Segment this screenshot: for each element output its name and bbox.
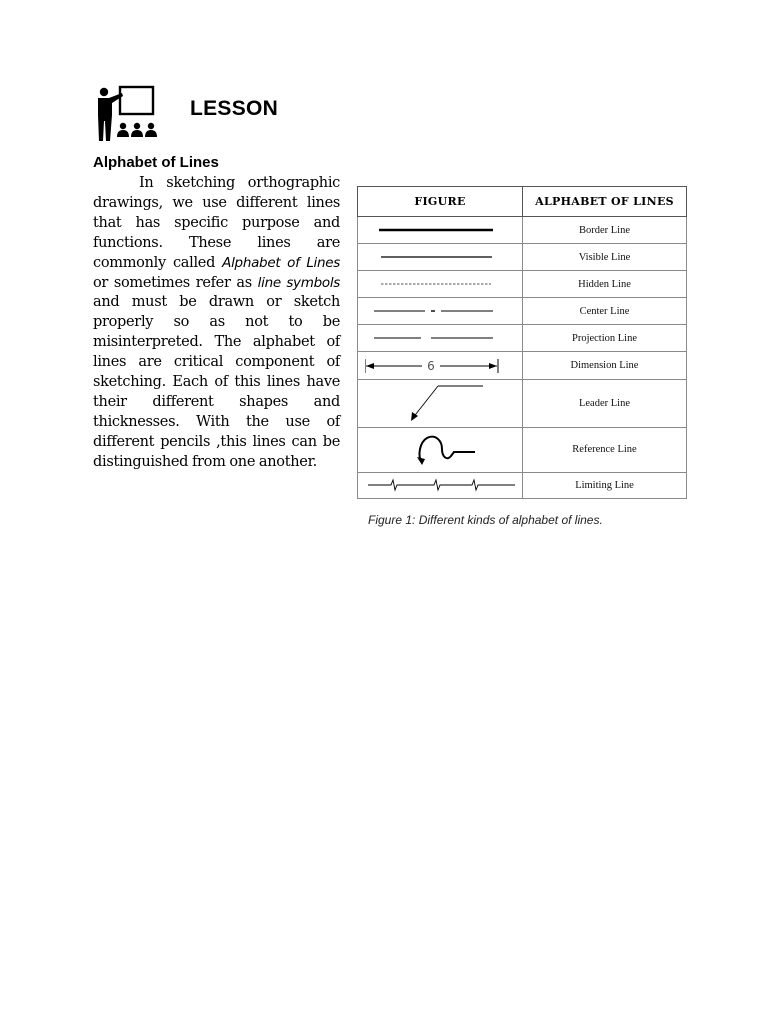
table-row xyxy=(358,298,687,325)
reference-line-sample xyxy=(365,430,515,470)
table-row xyxy=(358,472,687,498)
text-part-2: or sometimes refer as xyxy=(93,274,258,291)
hidden-line-sample xyxy=(365,277,515,291)
figure-caption: Figure 1: Different kinds of alphabet of lines. xyxy=(368,513,603,527)
center-line-sample xyxy=(365,304,515,318)
row-label: Hidden Line xyxy=(523,271,687,298)
visible-line-sample xyxy=(365,250,515,264)
table-row xyxy=(358,244,687,271)
dimension-value: 6 xyxy=(427,358,435,373)
table-header-row xyxy=(358,187,687,217)
dimension-line-sample xyxy=(365,356,515,376)
term-alphabet-of-lines: Alphabet of Lines xyxy=(222,254,340,271)
limiting-line-sample xyxy=(365,475,515,495)
text-part-3: and must be drawn or sketch properly so as not to be misinterpreted. The alphabet of lines are critical component of sketching. Each of this lines have their different shapes and thicknesses. With the use of different pencils ,this lines can be distinguished from one another. xyxy=(93,294,340,470)
projection-line-sample xyxy=(365,331,515,345)
border-line-sample xyxy=(365,223,515,237)
leader-line-sample xyxy=(365,381,515,425)
table-row xyxy=(358,271,687,298)
table-row xyxy=(358,217,687,244)
row-label: Center Line xyxy=(523,298,687,325)
row-label: Leader Line xyxy=(523,379,687,427)
table-row xyxy=(358,352,687,379)
table-row xyxy=(358,325,687,352)
row-label: Projection Line xyxy=(523,325,687,352)
row-label: Visible Line xyxy=(523,244,687,271)
row-label: Dimension Line xyxy=(523,352,687,379)
term-line-symbols: line symbols xyxy=(257,274,341,291)
table-row xyxy=(358,379,687,427)
row-label: Limiting Line xyxy=(523,472,687,498)
text-part-1: In sketching orthographic drawings, we use different lines that has specific purpose and functions. These lines are commonly called xyxy=(93,175,340,271)
body-paragraph xyxy=(93,174,340,473)
row-label: Reference Line xyxy=(523,427,687,472)
table-row xyxy=(358,427,687,472)
section-title: Alphabet of Lines xyxy=(93,154,219,171)
alphabet-of-lines-table xyxy=(357,186,687,499)
header-figure: FIGURE xyxy=(358,187,523,217)
lesson-title: LESSON xyxy=(190,97,279,120)
row-label: Border Line xyxy=(523,217,687,244)
teacher-presentation-icon xyxy=(95,85,163,143)
header-alphabet-of-lines: ALPHABET OF LINES xyxy=(523,187,687,217)
